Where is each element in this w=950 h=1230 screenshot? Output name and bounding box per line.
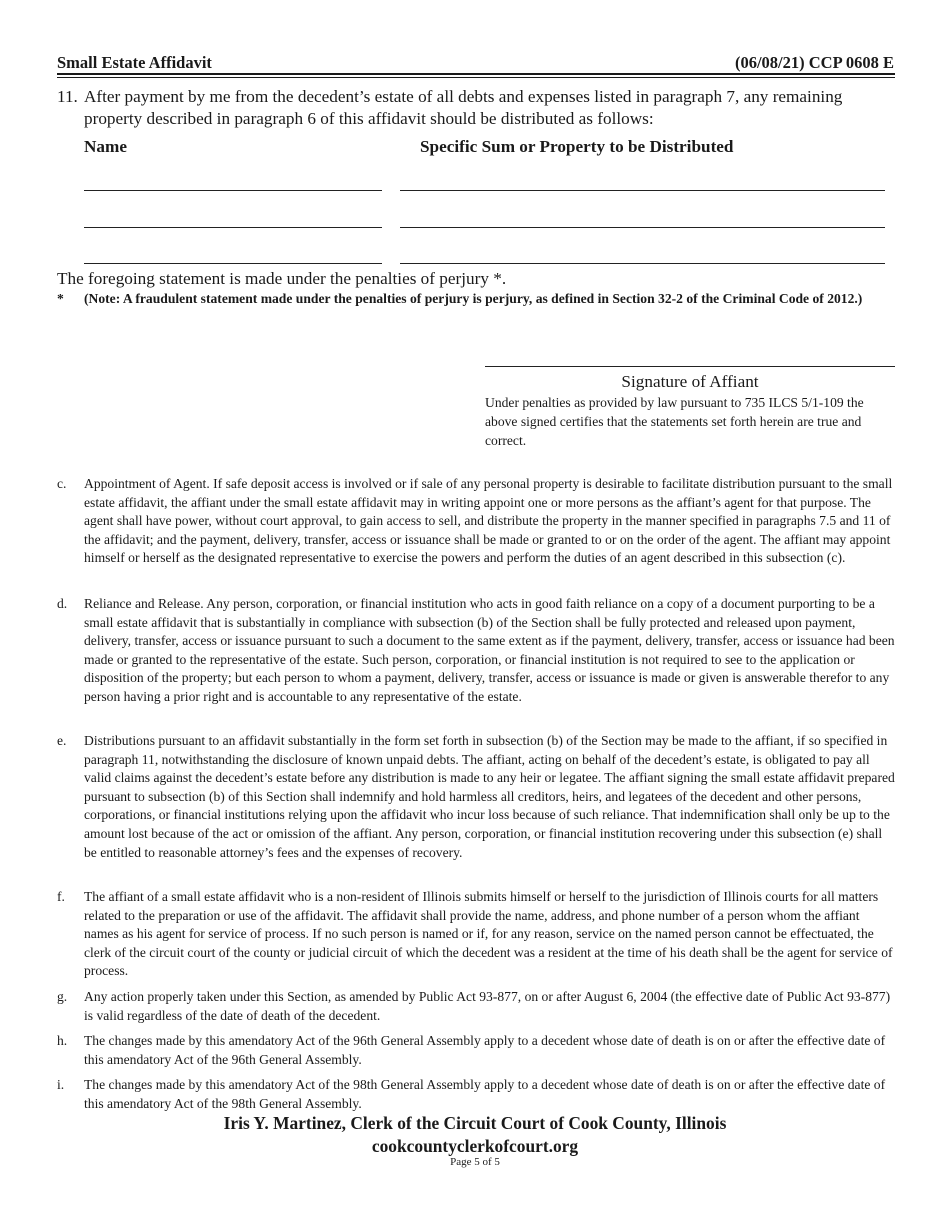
item-text: The changes made by this amendatory Act of the 98th General Assembly apply to a decedent whose date of death is on or after the effective date of this amendatory Act of the 98th General Assembly. <box>84 1077 886 1111</box>
item-label: c. <box>57 476 67 491</box>
sum-column-header: Specific Sum or Property to be Distributed <box>420 137 734 156</box>
item-text: Any action properly taken under this Section, as amended by Public Act 93-877, on or after August 6, 2004 (the effective date of Public Act 93-877) is valid regardless of the date of death of the decedent. <box>84 989 891 1023</box>
name-field-row-1[interactable] <box>84 190 382 191</box>
form-title: Small Estate Affidavit <box>57 53 212 72</box>
sum-field-row-3[interactable] <box>400 263 885 264</box>
signature-field[interactable] <box>485 366 895 367</box>
item-label: e. <box>57 733 67 748</box>
item-label: h. <box>57 1033 68 1048</box>
sum-field-row-2[interactable] <box>400 227 885 228</box>
note-text: (Note: A fraudulent statement made under the penalties of perjury is perjury, as defined in Section 32-2 of the Criminal Code of 2012.) <box>84 291 863 306</box>
paragraph-text: After payment by me from the decedent’s estate of all debts and expenses listed in paragraph 7, any remaining property described in paragraph 6 of this affidavit should be distributed as follows: <box>84 87 843 128</box>
signature-title: Signature of Affiant <box>621 372 759 391</box>
item-text: The affiant of a small estate affidavit who is a non-resident of Illinois submits himself or herself to the jurisdiction of Illinois courts for all matters related to the preparation or use of the affidavit. The affidavit shall provide the name, address, and phone number of a person whom the affiant names as his agent for service of process. If no such person is named or if, for any reason, service on the named person cannot be effectuated, the clerk of the circuit court of the county or judicial circuit of which the decedent was a resident at the time of his death shall be the agent for service of process. <box>84 889 893 979</box>
note-star: * <box>57 291 64 306</box>
paragraph-number: 11. <box>57 87 78 106</box>
header-rule-thick <box>57 73 895 75</box>
name-column-header: Name <box>84 137 127 156</box>
header-rule-thin <box>57 77 895 78</box>
sum-field-row-1[interactable] <box>400 190 885 191</box>
item-label: d. <box>57 596 68 611</box>
name-field-row-2[interactable] <box>84 227 382 228</box>
item-text: The changes made by this amendatory Act of the 96th General Assembly apply to a decedent whose date of death is on or after the effective date of this amendatory Act of the 96th General Assembly. <box>84 1033 886 1067</box>
form-code: (06/08/21) CCP 0608 E <box>734 53 894 72</box>
item-text: Reliance and Release. Any person, corporation, or financial institution who acts in good faith reliance on a copy of a document purporting to be a small estate affidavit that is substantially in compliance with subsection (b) of the Section shall be fully protected and released upon payment, delivery, transfer, access or issuance pursuant to such a document to the same extent as if the payment, delivery, transfer, access or issuance had been made or granted to the representative of the estate. Such person, corporation, or financial institution is not required to see to the application or disposition of the property; but each person to whom a payment, delivery, transfer, access or issuance is made or given is answerable therefor to any person having a prior right and is accountable to any representative of the estate. <box>84 596 895 704</box>
perjury-statement: The foregoing statement is made under the penalties of perjury *. <box>57 269 507 288</box>
clerk-name: Iris Y. Martinez, Clerk of the Circuit Court of Cook County, Illinois <box>223 1113 727 1133</box>
signature-certification: Under penalties as provided by law pursuant to 735 ILCS 5/1-109 the above signed certifies that the statements set forth herein are true and correct. <box>485 395 864 448</box>
name-field-row-3[interactable] <box>84 263 382 264</box>
item-label: i. <box>57 1077 65 1092</box>
item-label: f. <box>57 889 65 904</box>
item-text: Appointment of Agent. If safe deposit access is involved or if sale of any personal property is desirable to facilitate distribution pursuant to the small estate affidavit, the affiant under the small estate affidavit may in writing appoint one or more persons as the affiant’s agent for that purpose. The agent shall have power, without court approval, to gain access to sell, and distribute the property in the manner specified in paragraphs 7.5 and 11 of the affidavit; and the payment, delivery, transfer, access or issuance shall be made or granted to or on the order of the agent. The affiant may appoint himself or herself as the designated representative to exercise the powers and perform the duties of an agent described in this subsection (c). <box>84 476 893 566</box>
page-number: Page 5 of 5 <box>450 1156 500 1168</box>
item-text: Distributions pursuant to an affidavit substantially in the form set forth in subsection (b) of the Section may be made to the affiant, if so specified in paragraph 11, notwithstanding the disclosure of known unpaid debts. The affiant, acting on behalf of the decedent’s estate, is obligated to pay all valid claims against the decedent’s estate before any distribution is made to any heir or legatee. The affiant signing the small estate affidavit prepared pursuant to subsection (b) of this Section shall indemnify and hold harmless all creditors, heirs, and legatees of the decedent and other persons, corporations, or financial institutions relying upon the affidavit who incur loss because of such reliance. That indemnification shall only be up to the amount lost because of the act or omission of the affiant. Any person, corporation, or financial institution recovering under this subsection (e) shall be entitled to reasonable attorney’s fees and the expenses of recovery. <box>84 733 895 860</box>
item-label: g. <box>57 989 68 1004</box>
clerk-website: cookcountyclerkofcourt.org <box>371 1136 579 1156</box>
